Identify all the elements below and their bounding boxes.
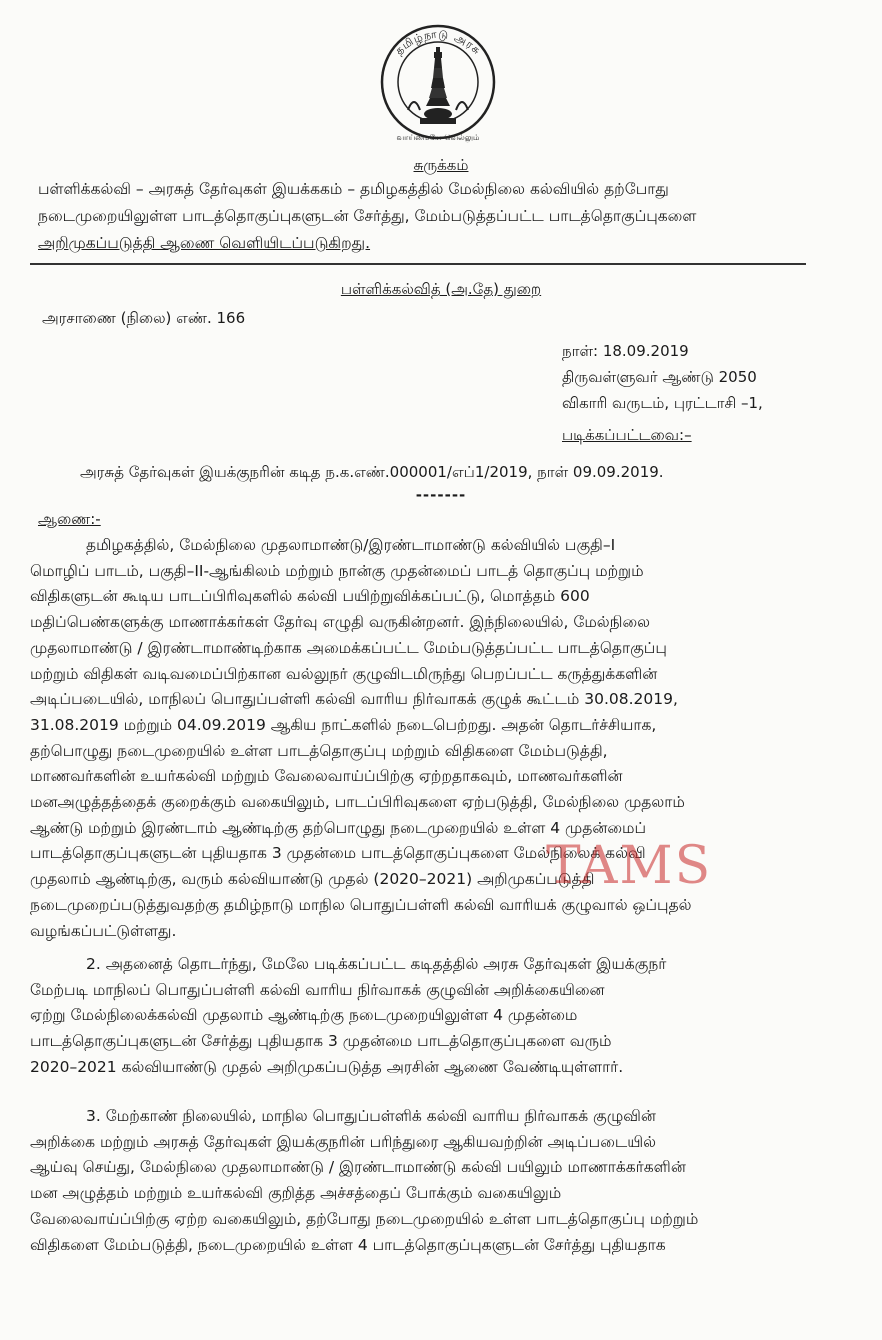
paragraph-line: பாடத்தொகுப்புகளுடன் புதியதாக 3 முதன்மை பாடத்தொகுப்புகளை மேல்நிலைக் கல்வி [30,844,646,863]
tams-watermark: TAMS [546,836,713,896]
svg-text:வாய்மையே வெல்லும்: வாய்மையே வெல்லும் [396,133,480,142]
paragraph-line: மற்றும் விதிகள் வடிவமைப்பிற்கான வல்லுநர் குழுவிடமிருந்து பெறப்பட்ட கருத்துக்களின் [30,664,658,683]
separator: ------- [415,486,467,504]
tamil-month: விகாரி வருடம், புரட்டாசி –1, [562,394,763,412]
paragraph-line: 2. அதனைத் தொடர்ந்து, மேலே படிக்கப்பட்ட கடிதத்தில் அரசு தேர்வுகள் இயக்குநர் [86,955,667,973]
paragraph-line: மொழிப் பாடம், பகுதி–II-ஆங்கிலம் மற்றும் நான்கு முதன்மைப் பாடத் தொகுப்பு மற்றும் [30,561,644,580]
read-label: படிக்கப்பட்டவை:– [562,426,692,444]
paragraph-2 [30,952,806,1081]
summary-heading: சுருக்கம் [413,156,469,174]
paragraph-line: மேற்படி மாநிலப் பொதுப்பள்ளி கல்வி வாரிய நிர்வாகக் குழுவின் அறிக்கையினை [30,980,605,999]
paragraph-line: வேலைவாய்ப்பிற்கு ஏற்ற வகையிலும், தற்போது நடைமுறையில் உள்ள பாடத்தொகுப்பு மற்றும் [30,1209,699,1228]
paragraph-line: தற்பொழுது நடைமுறையில் உள்ள பாடத்தொகுப்பு மற்றும் விதிகளை மேம்படுத்தி, [30,741,608,760]
paragraph-line: 31.08.2019 மற்றும் 04.09.2019 ஆகிய நாட்களில் நடைபெற்றது. அதன் தொடர்ச்சியாக, [30,715,657,734]
paragraph-line: முதலாமாண்டு / இரண்டாமாண்டிற்காக அமைக்கப்பட்ட மேம்படுத்தப்பட்ட பாடத்தொகுப்பு [30,638,667,657]
paragraph-line: அறிக்கை மற்றும் அரசுத் தேர்வுகள் இயக்குநரின் பரிந்துரை ஆகியவற்றின் அடிப்படையில் [30,1132,656,1151]
paragraph-line: 2020–2021 கல்வியாண்டு முதல் அறிமுகப்படுத்த அரசின் ஆணை வேண்டியுள்ளார். [30,1057,624,1076]
paragraph-line: நடைமுறைப்படுத்துவதற்கு தமிழ்நாடு மாநில பொதுப்பள்ளி கல்வி வாரியக் குழுவால் ஒப்புதல் [30,895,692,914]
paragraph-line: அடிப்படையில், மாநிலப் பொதுப்பள்ளி கல்வி வாரிய நிர்வாகக் குழுக் கூட்டம் 30.08.2019, [30,690,678,709]
summary-line-1: பள்ளிக்கல்வி – அரசுத் தேர்வுகள் இயக்ககம் – தமிழகத்தில் மேல்நிலை கல்வியில் தற்போது [38,180,669,198]
paragraph-line: ஆண்டு மற்றும் இரண்டாம் ஆண்டிற்கு தற்பொழுது நடைமுறையில் உள்ள 4 முதன்மைப் [30,818,647,837]
svg-text:தமிழ்நாடு அரசு: தமிழ்நாடு அரசு [392,27,484,58]
paragraph-line: மன அழுத்தம் மற்றும் உயர்கல்வி குறித்த அச்சத்தைப் போக்கும் வகையிலும் [30,1184,562,1203]
paragraph-line: விதிகளை மேம்படுத்தி, நடைமுறையில் உள்ள 4 பாடத்தொகுப்புகளுடன் சேர்த்து புதியதாக [30,1235,666,1254]
paragraph-line: மனஅழுத்தத்தைக் குறைக்கும் வகையிலும், பாடப்பிரிவுகளை ஏற்படுத்தி, மேல்நிலை முதலாம் [30,793,685,812]
paragraph-line: ஏற்று மேல்நிலைக்கல்வி முதலாம் ஆண்டிற்கு நடைமுறையிலுள்ள 4 முதன்மை [30,1006,578,1025]
order-heading: ஆணை:- [38,510,101,528]
paragraph-line: வழங்கப்பட்டுள்ளது. [30,921,177,940]
summary-line-2: நடைமுறையிலுள்ள பாடத்தொகுப்புகளுடன் சேர்த்து, மேம்படுத்தப்பட்ட பாடத்தொகுப்புகளை [38,207,697,225]
reference-letter: அரசுத் தேர்வுகள் இயக்குநரின் கடித ந.க.எண்.000001/எப்1/2019, நாள் 09.09.2019. [80,463,664,481]
paragraph-line: 3. மேற்காண் நிலையில், மாநில பொதுப்பள்ளிக் கல்வி வாரிய நிர்வாகக் குழுவின் [86,1107,656,1125]
tamil-nadu-emblem-icon [358,14,518,144]
paragraph-line: விதிகளுடன் கூடிய பாடப்பிரிவுகளில் கல்வி பயிற்றுவிக்கப்பட்டு, மொத்தம் 600 [30,587,590,606]
paragraph-line: மாணவர்களின் உயர்கல்வி மற்றும் வேலைவாய்ப்பிற்கு ஏற்றதாகவும், மாணவர்களின் [30,767,623,786]
paragraph-line: மதிப்பெண்களுக்கு மாணாக்கர்கள் தேர்வு எழுதி வருகின்றனர். இந்நிலையில், மேல்நிலை [30,613,651,632]
department-title: பள்ளிக்கல்வித் (அ.தே) துறை [340,280,542,298]
paragraph-line: தமிழகத்தில், மேல்நிலை முதலாமாண்டு/இரண்டாமாண்டு கல்வியில் பகுதி–I [86,536,616,554]
paragraph-line: ஆய்வு செய்து, மேல்நிலை முதலாமாண்டு / இரண்டாமாண்டு கல்வி பயிலும் மாணாக்கர்களின் [30,1158,686,1177]
order-number: அரசாணை (நிலை) எண். 166 [42,309,246,327]
order-date: நாள்: 18.09.2019 [562,342,689,360]
paragraph-3 [30,1104,806,1258]
paragraph-line: பாடத்தொகுப்புகளுடன் சேர்த்து புதியதாக 3 முதன்மை பாடத்தொகுப்புகளை வரும் [30,1032,612,1051]
paragraph-line: முதலாம் ஆண்டிற்கு, வரும் கல்வியாண்டு முதல் (2020–2021) அறிமுகப்படுத்தி [30,870,595,889]
tamil-year: திருவள்ளுவர் ஆண்டு 2050 [562,368,757,386]
horizontal-divider [30,263,806,265]
summary-line-3: அறிமுகப்படுத்தி ஆணை வெளியிடப்படுகிறது. [38,234,371,252]
